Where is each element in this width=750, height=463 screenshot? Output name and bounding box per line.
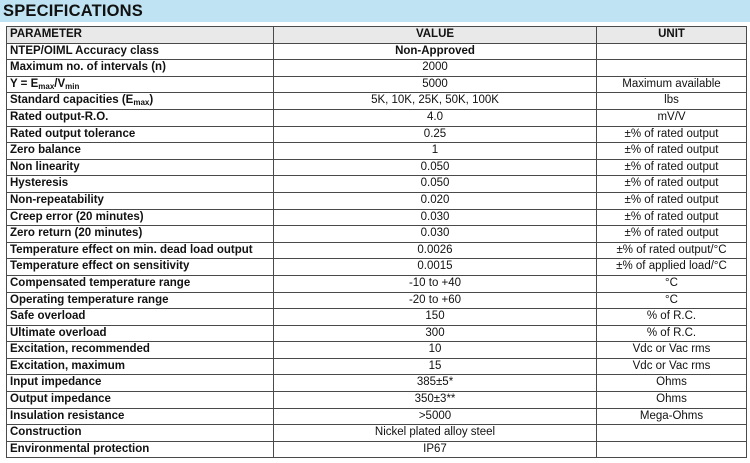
table-row [7,275,747,292]
row-parameter: Temperature effect on min. dead load output [7,242,274,259]
row-unit: Maximum available [597,76,747,93]
row-unit: ±% of applied load/°C [597,259,747,276]
row-unit: ±% of rated output [597,192,747,209]
row-parameter: Output impedance [7,392,274,409]
row-unit: ±% of rated output [597,126,747,143]
row-value: Nickel plated alloy steel [274,425,597,442]
row-unit [597,425,747,442]
row-parameter: Insulation resistance [7,408,274,425]
table-row [7,126,747,143]
row-value: 2000 [274,60,597,77]
table-row [7,60,747,77]
row-unit: Vdc or Vac rms [597,358,747,375]
row-value: -10 to +40 [274,275,597,292]
table-row [7,358,747,375]
row-unit: ±% of rated output [597,209,747,226]
column-header-parameter: PARAMETER [7,27,274,44]
row-parameter: Maximum no. of intervals (n) [7,60,274,77]
row-parameter: Hysteresis [7,176,274,193]
title-bar [0,0,750,22]
row-parameter: Safe overload [7,309,274,326]
column-header-value: VALUE [274,27,597,44]
row-unit: ±% of rated output/°C [597,242,747,259]
row-value: 1 [274,143,597,160]
row-parameter: Input impedance [7,375,274,392]
specifications-table [6,26,747,458]
row-value: -20 to +60 [274,292,597,309]
row-parameter: Excitation, maximum [7,358,274,375]
table-row [7,375,747,392]
row-value: 385±5* [274,375,597,392]
row-parameter: Rated output-R.O. [7,109,274,126]
row-parameter: Compensated temperature range [7,275,274,292]
row-parameter: Ultimate overload [7,325,274,342]
row-unit: mV/V [597,109,747,126]
row-parameter: Non linearity [7,159,274,176]
row-value: 0.030 [274,226,597,243]
row-parameter: Zero return (20 minutes) [7,226,274,243]
row-value: IP67 [274,441,597,458]
table-row [7,76,747,93]
row-value: 0.020 [274,192,597,209]
row-parameter: Rated output tolerance [7,126,274,143]
row-value: 15 [274,358,597,375]
row-parameter: Temperature effect on sensitivity [7,259,274,276]
table-row [7,441,747,458]
row-unit: ±% of rated output [597,176,747,193]
row-value: 300 [274,325,597,342]
table-row [7,408,747,425]
row-unit: ±% of rated output [597,226,747,243]
row-parameter: Zero balance [7,143,274,160]
row-unit: Vdc or Vac rms [597,342,747,359]
row-unit: % of R.C. [597,309,747,326]
page-title: SPECIFICATIONS [3,2,144,20]
row-unit: °C [597,292,747,309]
row-parameter: $Y = E_{max}/V_{min}$ [7,76,274,93]
row-unit [597,441,747,458]
row-unit: °C [597,275,747,292]
table-row [7,209,747,226]
row-parameter: Operating temperature range [7,292,274,309]
row-parameter: Non-repeatability [7,192,274,209]
row-parameter: Creep error (20 minutes) [7,209,274,226]
table-row [7,143,747,160]
row-value: 0.030 [274,209,597,226]
row-parameter: NTEP/OIML Accuracy class [7,43,274,60]
row-value: 0.050 [274,176,597,193]
row-unit [597,43,747,60]
row-unit: Ohms [597,392,747,409]
row-unit: % of R.C. [597,325,747,342]
row-parameter: Construction [7,425,274,442]
table-row [7,342,747,359]
row-unit: Mega-Ohms [597,408,747,425]
row-value: 5K, 10K, 25K, 50K, 100K [274,93,597,110]
row-unit: ±% of rated output [597,143,747,160]
table-header-row [7,27,747,44]
table-row [7,159,747,176]
row-value: 350±3** [274,392,597,409]
row-value: 0.0026 [274,242,597,259]
row-unit: Ohms [597,375,747,392]
table-row [7,176,747,193]
row-value: 0.050 [274,159,597,176]
row-parameter: Standard capacities $(E_{max})$ [7,93,274,110]
row-value: 10 [274,342,597,359]
row-value: 4.0 [274,109,597,126]
table-row [7,309,747,326]
row-unit: lbs [597,93,747,110]
table-row [7,43,747,60]
table-row [7,392,747,409]
table-row [7,242,747,259]
row-value: 0.25 [274,126,597,143]
table-row [7,425,747,442]
row-value: 5000 [274,76,597,93]
column-header-unit: UNIT [597,27,747,44]
table-row [7,325,747,342]
row-parameter: Excitation, recommended [7,342,274,359]
table-row [7,259,747,276]
table-row [7,192,747,209]
table-row [7,226,747,243]
row-value: 0.0015 [274,259,597,276]
row-parameter: Environmental protection [7,441,274,458]
table-row [7,93,747,110]
table-row [7,109,747,126]
row-value: Non-Approved [274,43,597,60]
row-value: 150 [274,309,597,326]
row-value: >5000 [274,408,597,425]
row-unit [597,60,747,77]
table-row [7,292,747,309]
row-unit: ±% of rated output [597,159,747,176]
